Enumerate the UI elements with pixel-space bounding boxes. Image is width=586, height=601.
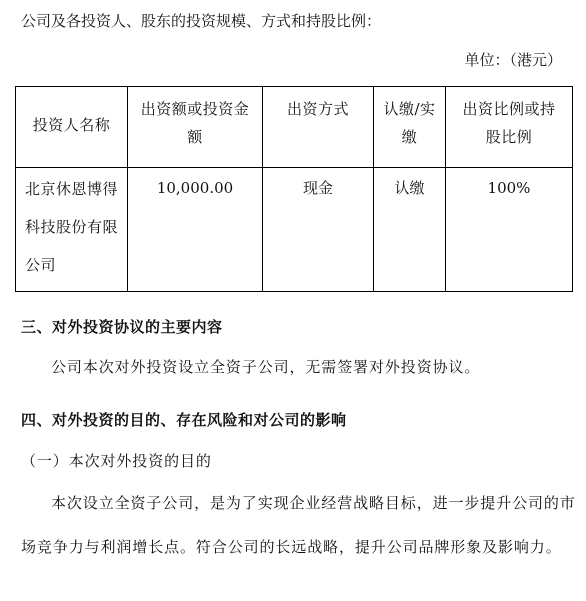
header-subscribed-paid: 认缴/实缴 (374, 87, 446, 168)
cell-shareholding-ratio: 100% (446, 168, 573, 292)
unit-label: 单位：（港元） (464, 51, 562, 69)
table-row (16, 168, 573, 292)
investment-table (15, 86, 573, 292)
cell-investment-amount: 10,000.00 (128, 168, 263, 292)
section4-paragraph: 本次设立全资子公司，是为了实现企业经营战略目标，进一步提升公司的市场竞争力与利润增长点。符合公司的长远战略，提升公司品牌形象及影响力。 (21, 494, 576, 556)
header-shareholding-ratio: 出资比例或持股比例 (446, 87, 573, 168)
header-investment-method: 出资方式 (263, 87, 374, 168)
section3-paragraph: 公司本次对外投资设立全资子公司，无需签署对外投资协议。 (51, 358, 481, 376)
header-investment-amount: 出资额或投资金额 (128, 87, 263, 168)
cell-subscribed-paid: 认缴 (374, 168, 446, 292)
cell-investment-method: 现金 (263, 168, 374, 292)
table-header-row (16, 87, 573, 168)
section4-subtitle: （一）本次对外投资的目的 (21, 452, 212, 470)
intro-text: 公司及各投资人、股东的投资规模、方式和持股比例： (21, 12, 382, 30)
section4-title: 四、对外投资的目的、存在风险和对公司的影响 (21, 411, 347, 429)
header-investor-name: 投资人名称 (16, 87, 128, 168)
cell-investor-name: 北京休恩博得科技股份有限公司 (16, 168, 128, 292)
section3-title: 三、对外投资协议的主要内容 (21, 318, 223, 336)
